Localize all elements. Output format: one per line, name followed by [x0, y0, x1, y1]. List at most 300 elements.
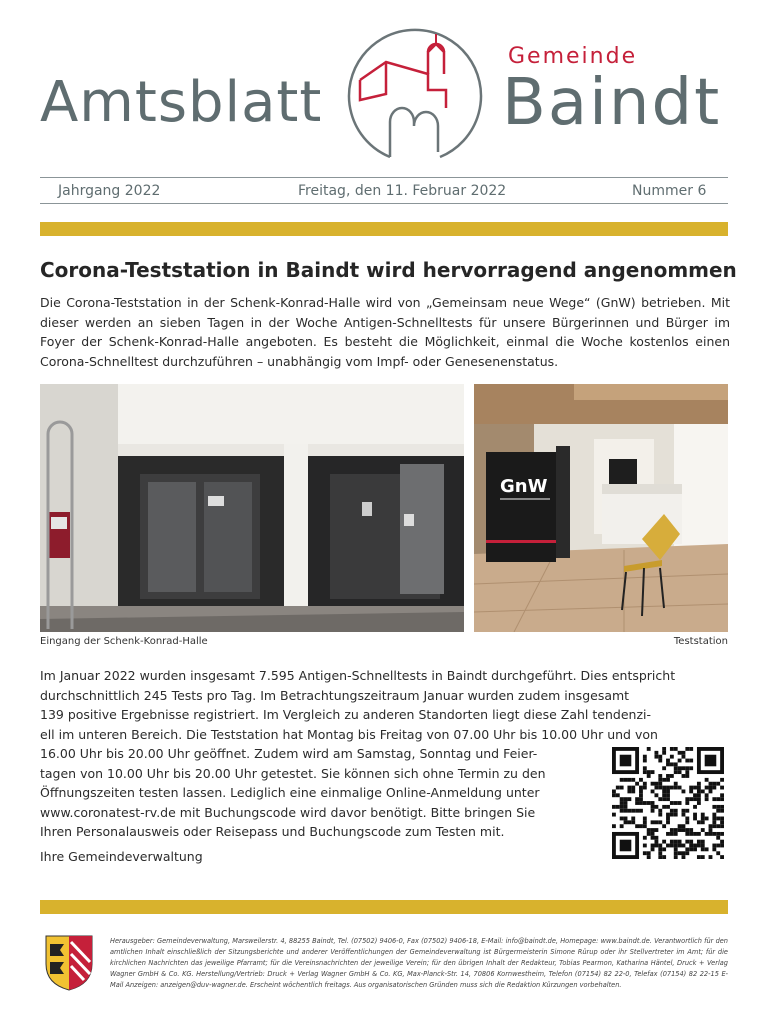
qr-module: [689, 797, 693, 801]
qr-module: [627, 797, 631, 801]
qr-module: [624, 817, 628, 821]
qr-module: [658, 855, 662, 859]
qr-module: [639, 789, 643, 793]
qr-module: [720, 797, 724, 801]
qr-module: [639, 797, 643, 801]
qr-module: [639, 809, 643, 813]
qr-module: [693, 793, 697, 797]
qr-module: [647, 832, 651, 836]
qr-module: [643, 824, 647, 828]
photo-hall-entrance: [40, 384, 464, 632]
qr-module: [658, 809, 662, 813]
qr-module: [678, 801, 682, 805]
gold-divider-bottom: [40, 900, 728, 914]
body-line: ell im unteren Bereich. Die Teststation hat Montag bis Freitag von 07.00 Uhr bis 10.00 Uhr und von: [40, 726, 658, 742]
qr-module: [620, 805, 624, 809]
qr-module: [678, 751, 682, 755]
qr-module: [654, 755, 658, 759]
qr-module: [670, 809, 674, 813]
qr-module: [682, 828, 686, 832]
qr-module: [701, 817, 705, 821]
qr-module: [658, 786, 662, 790]
qr-module: [631, 820, 635, 824]
qr-module: [612, 824, 616, 828]
qr-module: [662, 747, 666, 751]
qr-module: [674, 832, 678, 836]
qr-module: [654, 844, 658, 848]
qr-module: [616, 793, 620, 797]
qr-module: [709, 855, 713, 859]
qr-module: [712, 805, 716, 809]
qr-module: [674, 855, 678, 859]
qr-module: [654, 793, 658, 797]
qr-module: [654, 820, 658, 824]
body-line: Öffnungszeiten testen lassen. Lediglich eine einmalige Online-Anmeldung unter: [40, 785, 540, 800]
qr-module: [643, 766, 647, 770]
body-line: durchschnittlich 245 Tests pro Tag. Im Betrachtungszeitraum Januar wurden zudem insgesamt: [40, 687, 630, 703]
qr-module: [674, 762, 678, 766]
qr-module: [670, 774, 674, 778]
qr-module: [693, 797, 697, 801]
qr-module: [712, 797, 716, 801]
qr-module: [662, 840, 666, 844]
qr-module: [612, 813, 616, 817]
qr-module: [654, 751, 658, 755]
qr-module: [701, 840, 705, 844]
signature: Ihre Gemeindeverwaltung: [40, 849, 203, 864]
qr-module: [635, 782, 639, 786]
qr-module: [643, 759, 647, 763]
qr-module: [716, 817, 720, 821]
qr-module: [624, 820, 628, 824]
qr-module: [662, 855, 666, 859]
article-headline: Corona-Teststation in Baindt wird hervorragend angenommen: [40, 258, 737, 282]
qr-module: [693, 844, 697, 848]
qr-module: [682, 789, 686, 793]
qr-module: [697, 786, 701, 790]
qr-module: [658, 759, 662, 763]
body-line: 16.00 Uhr bis 20.00 Uhr geöffnet. Zudem wird am Samstag, Sonntag und Feier-: [40, 746, 538, 761]
qr-module: [693, 817, 697, 821]
body-line: www.coronatest-rv.de mit Buchungscode wird davor benötigt. Bitte bringen Sie: [40, 804, 536, 820]
qr-module: [705, 817, 709, 821]
qr-module: [682, 766, 686, 770]
qr-module: [666, 789, 670, 793]
qr-module: [705, 832, 709, 836]
qr-module: [639, 786, 643, 790]
qr-module: [716, 844, 720, 848]
qr-module: [701, 847, 705, 851]
qr-module: [624, 797, 628, 801]
qr-module: [705, 793, 709, 797]
divider-top: [40, 177, 728, 178]
qr-module: [627, 820, 631, 824]
qr-module: [674, 847, 678, 851]
qr-code-icon[interactable]: [612, 747, 724, 859]
qr-module: [654, 836, 658, 840]
baindt-title: Baindt: [502, 66, 722, 140]
qr-module: [620, 817, 624, 821]
caption-hall-entrance: Eingang der Schenk-Konrad-Halle: [40, 636, 208, 647]
caption-test-station: Teststation: [673, 636, 728, 647]
qr-module: [697, 789, 701, 793]
qr-module: [701, 828, 705, 832]
qr-module: [651, 801, 655, 805]
qr-module: [674, 747, 678, 751]
qr-module: [674, 851, 678, 855]
qr-module: [693, 847, 697, 851]
qr-module: [651, 828, 655, 832]
qr-module: [624, 801, 628, 805]
qr-module: [674, 844, 678, 848]
qr-module: [654, 782, 658, 786]
qr-module: [658, 813, 662, 817]
qr-module: [624, 778, 628, 782]
qr-module: [697, 844, 701, 848]
qr-module: [620, 786, 624, 790]
qr-module: [697, 832, 701, 836]
qr-module: [697, 793, 701, 797]
qr-module: [631, 778, 635, 782]
qr-module: [662, 797, 666, 801]
qr-module: [651, 782, 655, 786]
qr-module: [701, 789, 705, 793]
qr-module: [627, 786, 631, 790]
qr-module: [682, 809, 686, 813]
masthead: [0, 0, 770, 170]
qr-module: [716, 832, 720, 836]
body-line: tagen von 10.00 Uhr bis 20.00 Uhr getestet. Sie können sich ohne Termin zu den: [40, 765, 546, 781]
qr-module: [651, 805, 655, 809]
qr-module: [635, 809, 639, 813]
qr-module: [666, 778, 670, 782]
qr-module: [701, 820, 705, 824]
qr-module: [620, 797, 624, 801]
qr-module: [643, 782, 647, 786]
qr-module: [712, 847, 716, 851]
qr-module: [666, 813, 670, 817]
qr-module: [720, 820, 724, 824]
qr-module: [674, 840, 678, 844]
qr-module: [647, 828, 651, 832]
qr-module: [662, 778, 666, 782]
qr-module: [682, 751, 686, 755]
qr-module: [689, 847, 693, 851]
qr-finder: [705, 755, 717, 767]
qr-module: [662, 786, 666, 790]
qr-module: [682, 855, 686, 859]
qr-module: [685, 797, 689, 801]
qr-module: [685, 759, 689, 763]
qr-module: [674, 828, 678, 832]
qr-module: [658, 847, 662, 851]
qr-module: [658, 755, 662, 759]
qr-module: [712, 786, 716, 790]
qr-module: [678, 786, 682, 790]
qr-module: [639, 824, 643, 828]
qr-module: [705, 797, 709, 801]
qr-module: [651, 836, 655, 840]
qr-module: [705, 847, 709, 851]
qr-module: [643, 755, 647, 759]
qr-module: [670, 832, 674, 836]
qr-module: [685, 747, 689, 751]
qr-module: [670, 747, 674, 751]
qr-module: [662, 766, 666, 770]
qr-module: [716, 851, 720, 855]
qr-module: [670, 828, 674, 832]
qr-module: [651, 770, 655, 774]
qr-module: [709, 786, 713, 790]
qr-module: [678, 766, 682, 770]
qr-module: [620, 824, 624, 828]
qr-module: [697, 840, 701, 844]
qr-module: [716, 824, 720, 828]
qr-module: [716, 809, 720, 813]
qr-module: [709, 828, 713, 832]
qr-module: [693, 813, 697, 817]
baindt-church-logo-icon: [330, 22, 500, 162]
qr-module: [620, 809, 624, 813]
qr-module: [643, 820, 647, 824]
qr-module: [674, 766, 678, 770]
qr-module: [647, 851, 651, 855]
qr-module: [682, 755, 686, 759]
qr-module: [639, 801, 643, 805]
qr-module: [689, 786, 693, 790]
qr-module: [616, 786, 620, 790]
qr-module: [662, 793, 666, 797]
qr-module: [658, 778, 662, 782]
qr-module: [666, 844, 670, 848]
gnw-sign-text: GnW: [500, 476, 548, 497]
jahrgang-label: Jahrgang 2022: [58, 183, 161, 199]
qr-module: [689, 828, 693, 832]
qr-module: [647, 747, 651, 751]
qr-module: [701, 855, 705, 859]
qr-module: [674, 801, 678, 805]
qr-module: [643, 817, 647, 821]
qr-module: [651, 809, 655, 813]
qr-module: [662, 751, 666, 755]
qr-module: [716, 805, 720, 809]
qr-module: [720, 832, 724, 836]
qr-module: [624, 809, 628, 813]
qr-module: [666, 820, 670, 824]
qr-module: [654, 786, 658, 790]
body-line: Ihren Personalausweis oder Reisepass und Buchungscode zum Testen mit.: [40, 824, 505, 839]
qr-module: [612, 805, 616, 809]
qr-module: [662, 847, 666, 851]
qr-module: [666, 817, 670, 821]
qr-module: [685, 851, 689, 855]
qr-module: [658, 844, 662, 848]
photo-test-station: [474, 384, 728, 632]
qr-module: [647, 770, 651, 774]
qr-module: [697, 855, 701, 859]
gold-divider-top: [40, 222, 728, 236]
qr-module: [720, 786, 724, 790]
qr-module: [682, 824, 686, 828]
article-intro: Die Corona-Teststation in der Schenk-Konrad-Halle wird von „Gemeinsam neue Wege“ (GnW) betrieben. Mit dieser werden an sieben Tagen in der Woche Antigen-Schnelltests für unsere Bürgerinnen und Bürger im Foyer der Schenk-Konrad-Halle angeboten. Es besteht die Möglichkeit, einmal die Woche kostenlos einen Corona-Schnelltest durchzuführen – unabhängig vom Impf- oder Genesenenstatus.: [40, 295, 730, 369]
qr-module: [658, 797, 662, 801]
qr-module: [674, 770, 678, 774]
qr-module: [627, 789, 631, 793]
qr-module: [685, 809, 689, 813]
qr-module: [697, 797, 701, 801]
qr-module: [674, 813, 678, 817]
qr-module: [678, 844, 682, 848]
qr-module: [670, 801, 674, 805]
qr-module: [716, 782, 720, 786]
divider-bottom: [40, 203, 728, 204]
qr-module: [666, 793, 670, 797]
qr-module: [670, 755, 674, 759]
qr-module: [658, 782, 662, 786]
qr-module: [631, 786, 635, 790]
qr-module: [658, 774, 662, 778]
qr-module: [662, 805, 666, 809]
qr-module: [712, 813, 716, 817]
qr-module: [639, 793, 643, 797]
gemeinde-label: Gemeinde: [508, 44, 638, 69]
qr-module: [693, 832, 697, 836]
qr-module: [658, 820, 662, 824]
qr-module: [635, 801, 639, 805]
amtsblatt-title: Amtsblatt: [40, 70, 323, 135]
qr-module: [647, 801, 651, 805]
qr-module: [685, 820, 689, 824]
qr-module: [666, 805, 670, 809]
qr-module: [651, 832, 655, 836]
qr-module: [720, 817, 724, 821]
qr-module: [670, 813, 674, 817]
qr-module: [635, 824, 639, 828]
qr-module: [682, 844, 686, 848]
date-label: Freitag, den 11. Februar 2022: [298, 183, 507, 199]
qr-module: [666, 797, 670, 801]
qr-module: [635, 797, 639, 801]
qr-module: [627, 809, 631, 813]
qr-module: [627, 778, 631, 782]
qr-module: [712, 817, 716, 821]
qr-module: [639, 778, 643, 782]
qr-module: [616, 805, 620, 809]
qr-module: [651, 789, 655, 793]
qr-module: [720, 824, 724, 828]
qr-module: [685, 832, 689, 836]
qr-module: [720, 793, 724, 797]
qr-module: [612, 789, 616, 793]
qr-module: [689, 766, 693, 770]
qr-module: [651, 820, 655, 824]
qr-module: [643, 770, 647, 774]
qr-module: [682, 813, 686, 817]
qr-module: [678, 759, 682, 763]
qr-module: [620, 778, 624, 782]
qr-module: [658, 851, 662, 855]
qr-module: [643, 786, 647, 790]
qr-module: [705, 778, 709, 782]
qr-module: [678, 824, 682, 828]
qr-module: [662, 824, 666, 828]
qr-module: [643, 836, 647, 840]
qr-module: [705, 786, 709, 790]
qr-module: [674, 786, 678, 790]
qr-module: [720, 840, 724, 844]
qr-module: [693, 786, 697, 790]
qr-module: [689, 747, 693, 751]
qr-module: [693, 805, 697, 809]
qr-finder: [620, 755, 632, 767]
qr-module: [720, 805, 724, 809]
qr-module: [685, 840, 689, 844]
qr-module: [631, 789, 635, 793]
qr-module: [651, 844, 655, 848]
qr-module: [720, 855, 724, 859]
qr-module: [689, 832, 693, 836]
qr-module: [712, 832, 716, 836]
qr-module: [689, 844, 693, 848]
qr-module: [685, 847, 689, 851]
qr-module: [697, 782, 701, 786]
issue-number-label: Nummer 6: [632, 183, 707, 199]
qr-module: [666, 832, 670, 836]
qr-module: [670, 844, 674, 848]
qr-module: [712, 820, 716, 824]
qr-module: [624, 805, 628, 809]
qr-module: [678, 840, 682, 844]
qr-module: [709, 789, 713, 793]
qr-module: [709, 832, 713, 836]
qr-module: [685, 766, 689, 770]
qr-module: [701, 844, 705, 848]
qr-finder: [620, 840, 632, 852]
qr-module: [709, 782, 713, 786]
body-line: Im Januar 2022 wurden insgesamt 7.595 Antigen-Schnelltests in Baindt durchgeführt. Dies entspricht: [40, 668, 676, 683]
body-line: 139 positive Ergebnisse registriert. Im Vergleich zu anderen Standorten liegt diese Zahl tendenzi-: [40, 707, 651, 722]
qr-module: [643, 851, 647, 855]
qr-module: [666, 774, 670, 778]
qr-module: [643, 801, 647, 805]
qr-module: [689, 840, 693, 844]
qr-module: [670, 786, 674, 790]
qr-module: [697, 801, 701, 805]
qr-module: [697, 820, 701, 824]
baindt-coat-of-arms-icon: [44, 934, 94, 992]
qr-module: [612, 793, 616, 797]
qr-module: [685, 828, 689, 832]
qr-module: [712, 824, 716, 828]
qr-module: [685, 774, 689, 778]
qr-module: [716, 797, 720, 801]
qr-module: [678, 770, 682, 774]
qr-module: [720, 809, 724, 813]
qr-module: [654, 840, 658, 844]
qr-module: [631, 809, 635, 813]
qr-module: [654, 828, 658, 832]
qr-module: [631, 817, 635, 821]
qr-module: [685, 770, 689, 774]
qr-module: [716, 836, 720, 840]
qr-module: [685, 801, 689, 805]
qr-module: [666, 786, 670, 790]
qr-module: [620, 801, 624, 805]
qr-module: [674, 809, 678, 813]
qr-module: [712, 844, 716, 848]
qr-module: [678, 851, 682, 855]
qr-module: [709, 824, 713, 828]
